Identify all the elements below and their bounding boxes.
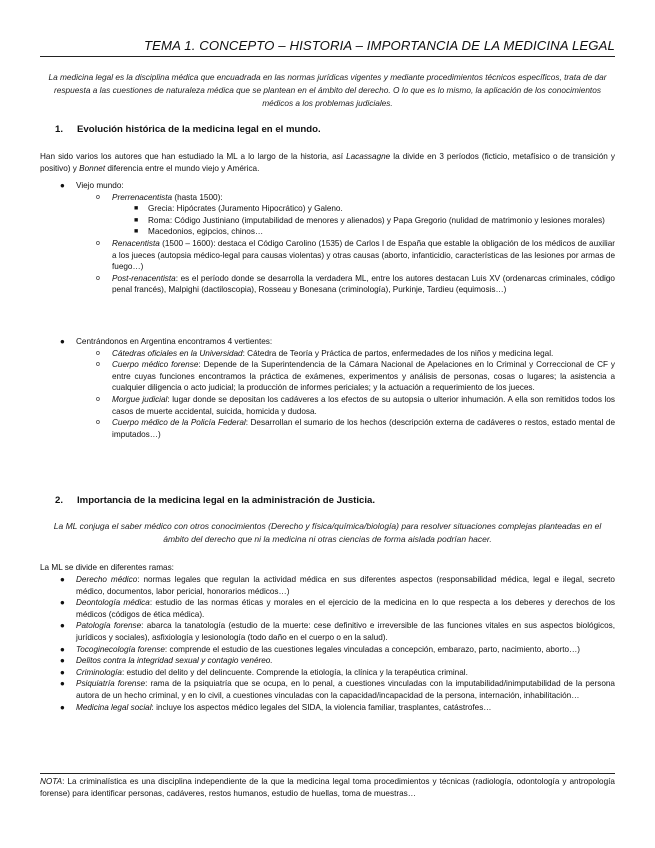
bullet-icon: ●	[60, 598, 65, 608]
section-1-number: 1.	[55, 124, 64, 135]
policia-text: : Desarrollan el sumario de los hechos (descripción externa de cadáveres o restos, estado mental de imputados…)	[112, 418, 615, 439]
morgue-text: : lugar donde se depositan los cadáveres a los efectos de su autopsia o ulterior inhumación. A ella son remitidos todos los casos de muerte accidental, suicida, homicida y dudosa.	[112, 394, 615, 416]
circle-bullet-icon: o	[96, 193, 100, 201]
tocoginecologia-text: : comprende el estudio de las cuestiones legales vinculadas a concepción, embarazo, parto, nacimiento, aborto…)	[164, 644, 580, 654]
list-item-derecho-medico	[40, 574, 615, 597]
circle-bullet-icon: o	[96, 274, 100, 282]
post-renacentista-text: : es el período donde se desarrolla la verdadera ML, entre los autores destacan Luis XV (ordenarcas criminales, código penal francés), Malpighi (dactiloscopia), Rosseau y Bonesana (criminología), Purkinje, Tardieu (equimosis…)	[112, 273, 615, 295]
bullet-icon: ●	[60, 337, 65, 346]
bullet-icon: ●	[60, 702, 65, 712]
list-item-patologia	[40, 620, 615, 643]
psiquiatria-text: : rama de la psiquiatría que se ocupa, en lo penal, a cuestiones vinculadas con la imputabilidad/inimputabilidad de la persona autora de un hecho criminal, y en lo civil, a cuestiones vinculadas con la capacidad/incapacidad de la persona, internación, inhabilitación…	[76, 679, 615, 700]
argentina-label: Centrándonos en Argentina encontramos 4 vertientes:	[76, 337, 273, 346]
grecia-text: Grecia: Hipócrates (Juramento Hipocrático) y Galeno.	[148, 204, 343, 214]
ramas-label: La ML se divide en diferentes ramas:	[40, 563, 174, 572]
circle-bullet-icon: o	[96, 349, 100, 357]
patologia-text: : abarca la tanatología (estudio de la muerte: cese definitivo e irreversible de las funciones vitales en sus aspectos biológicos, jurídicos y sociales), asfixiología y lesionología (todo daño en el cuerpo o en la salud).	[76, 621, 615, 642]
list-item-delitos	[40, 655, 615, 667]
para-text-c: la divide en 3 períodos (ficticio, metafísico o de transición y positivo) y	[40, 152, 615, 173]
note-rule	[40, 773, 615, 774]
list-item-deontologia	[40, 597, 615, 620]
catedras-text: : Cátedra de Teoría y Práctica de partos, enfermedades de los niños y medicina legal.	[242, 348, 554, 358]
prerrenacentista-name: Prerrenacentista	[112, 192, 173, 202]
title-rule	[40, 56, 615, 57]
list-item-morgue	[40, 394, 615, 417]
circle-bullet-icon: o	[96, 419, 100, 427]
list-item-argentina	[40, 336, 615, 348]
bullet-icon: ●	[60, 656, 65, 666]
square-bullet-icon: ■	[134, 216, 139, 224]
deontologia-name: Deontología médica	[76, 598, 150, 608]
bullet-icon: ●	[60, 644, 65, 654]
roma-text: Roma: Código Justiniano (imputabilidad de menores y alienados) y Papa Gregorio (nulidad de matrimonio y lesiones morales)	[148, 215, 605, 225]
square-bullet-icon: ■	[134, 228, 139, 236]
medicina-social-name: Medicina legal social	[76, 702, 152, 712]
medicina-social-text: : incluye los aspectos médico legales del SIDA, la violencia familiar, trasplantes, catástrofes…	[151, 702, 492, 712]
list-item-medicina-social	[40, 702, 615, 714]
list-item-macedonios	[40, 226, 615, 238]
tocoginecologia-name: Tocoginecología forense	[76, 644, 165, 654]
list-item-policia	[40, 417, 615, 440]
viejo-mundo-label: Viejo mundo:	[76, 181, 124, 190]
viejo-mundo-list	[40, 180, 615, 296]
bullet-icon: ●	[60, 181, 65, 190]
circle-bullet-icon: o	[96, 361, 100, 369]
author-bonnet: Bonnet	[79, 163, 106, 173]
square-bullet-icon: ■	[134, 205, 139, 213]
list-item-psiquiatria	[40, 678, 615, 701]
note-label: NOTA	[40, 777, 63, 786]
policia-name: Cuerpo médico de la Policía Federal	[112, 418, 246, 428]
list-item-grecia	[40, 203, 615, 215]
list-item-post-renacentista	[40, 273, 615, 296]
list-item-tocoginecologia	[40, 644, 615, 656]
section-1-title: Evolución histórica de la medicina legal en el mundo.	[77, 124, 321, 135]
delitos-name: Delitos contra la integridad sexual y contagio venéreo.	[76, 656, 273, 666]
section-2-heading	[55, 495, 375, 506]
section-2-title: Importancia de la medicina legal en la administración de Justicia.	[77, 495, 376, 506]
renacentista-name: Renacentista	[112, 238, 160, 248]
section-2-quote: La ML conjuga el saber médico con otros conocimientos (Derecho y física/química/biología) para resolver situaciones complejas planteadas en el ámbito del derecho que ni la medicina ni otras ciencias de forma aislada podrían hacer.	[53, 521, 602, 544]
list-item-viejo-mundo	[40, 180, 615, 192]
cuerpo-forense-name: Cuerpo médico forense	[112, 360, 199, 370]
morgue-name: Morgue judicial	[112, 394, 168, 404]
argentina-list	[40, 336, 615, 440]
patologia-name: Patología forense	[76, 621, 142, 631]
macedonios-text: Macedonios, egipcios, chinos…	[148, 227, 264, 237]
list-item-criminologia	[40, 667, 615, 679]
list-item-cuerpo-forense	[40, 359, 615, 394]
circle-bullet-icon: o	[96, 395, 100, 403]
deontologia-text: : estudio de las normas éticas y morales en el ejercicio de la medicina en lo que respecta a los deberes y derechos de los médicos (códigos de ética médica).	[76, 598, 615, 619]
catedras-name: Cátedras oficiales en la Universidad	[112, 348, 243, 358]
derecho-medico-text: : normas legales que regulan la actividad médica en sus diferentes aspectos (responsabilidad médica, legal e ilegal, secreto médico, documentos, labor pericial, honorarios médicos…)	[76, 575, 615, 596]
cuerpo-forense-text: : Depende de la Superintendencia de la Cámara Nacional de Apelaciones en lo Criminal y Correccional de CF y entre cuyas funciones encontramos la práctica de exámenes, experimentos y análisis de personas, cosas o lugares; la asistencia a cualquier diligencia o acto judicial; la producción de informes periciales; y la actuación a requerimiento de los jueces.	[112, 360, 615, 393]
para-text-a: Han sido varios los autores que han estudiado la ML a lo largo de la historia, así	[40, 152, 347, 161]
list-item-roma	[40, 215, 615, 227]
section-1-paragraph	[40, 151, 615, 174]
author-lacassagne: Lacassagne	[346, 152, 391, 161]
note-paragraph	[40, 776, 615, 799]
criminologia-text: : estudio del delito y del delincuente. Comprende la etiología, la clínica y la terapéutica criminal.	[121, 667, 468, 677]
note-text: : La criminalística es una disciplina independiente de la que la medicina legal toma procedimientos y técnicas (radiología, odontología y antropología forense) para identificar personas, cadáveres, restos humanos, estudio de huellas, toma de muestras…	[40, 777, 615, 798]
bullet-icon: ●	[60, 621, 65, 631]
para-text-e: diferencia entre el mundo viejo y América.	[105, 163, 260, 173]
list-item-renacentista	[40, 238, 615, 273]
list-item-prerrenacentista	[40, 192, 615, 204]
derecho-medico-name: Derecho médico	[76, 575, 138, 584]
circle-bullet-icon: o	[96, 239, 100, 247]
post-renacentista-name: Post-renacentista	[112, 273, 176, 283]
renacentista-text: (1500 – 1600): destaca el Código Carolino (1535) de Carlos I de España que estable la obligación de los médicos de auxiliar a los jueces (autopsia médico-legal para causas violentas) y otras causas (aborto, infanticidio, características de las lesiones por armas de fuego…)	[112, 238, 615, 272]
intro-paragraph: La medicina legal es la disciplina médica que encuadrada en las normas jurídicas vigentes y mediante procedimientos técnicos específicos, trata de dar respuesta a las cuestiones de naturaleza médica que se plantean en el ámbito del derecho. O lo que es lo mismo, la aplicación de los conocimientos médicos a los problemas judiciales.	[48, 72, 607, 108]
bullet-icon: ●	[60, 679, 65, 689]
section-1-heading	[55, 124, 321, 135]
document-title: TEMA 1. CONCEPTO – HISTORIA – IMPORTANCIA DE LA MEDICINA LEGAL	[143, 38, 615, 53]
psiquiatria-name: Psiquiatría forense	[76, 679, 146, 689]
ramas-list	[40, 574, 615, 713]
prerrenacentista-text: (hasta 1500):	[172, 192, 223, 202]
bullet-icon: ●	[60, 667, 65, 677]
list-item-catedras	[40, 348, 615, 360]
criminologia-name: Criminología	[76, 667, 122, 677]
section-2-number: 2.	[55, 495, 64, 506]
bullet-icon: ●	[60, 575, 65, 584]
